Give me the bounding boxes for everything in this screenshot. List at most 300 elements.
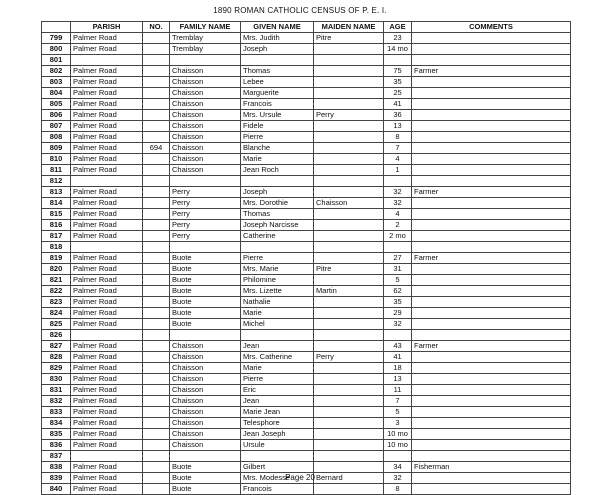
family-name-cell: Chaisson	[170, 132, 241, 143]
given-name-cell: Nathalie	[241, 297, 314, 308]
maiden-name-cell	[314, 319, 384, 330]
age-cell: 8	[384, 132, 412, 143]
given-name-cell: Pierre	[241, 253, 314, 264]
given-name-cell: Jean	[241, 396, 314, 407]
table-row	[42, 253, 571, 264]
census-table	[41, 21, 571, 495]
given-name-cell: Marie	[241, 308, 314, 319]
parish-cell: Palmer Road	[71, 88, 143, 99]
parish-cell: Palmer Road	[71, 143, 143, 154]
parish-cell: Palmer Road	[71, 231, 143, 242]
row-number: 827	[42, 341, 71, 352]
no-cell	[143, 374, 170, 385]
given-name-cell: Mrs. Marie	[241, 264, 314, 275]
maiden-name-cell	[314, 429, 384, 440]
maiden-name-cell: Pitre	[314, 33, 384, 44]
maiden-name-cell	[314, 440, 384, 451]
row-number: 822	[42, 286, 71, 297]
comments-cell	[412, 363, 571, 374]
comments-cell: Farmer	[412, 187, 571, 198]
comments-cell	[412, 418, 571, 429]
given-name-cell: Mrs. Judith	[241, 33, 314, 44]
row-number: 823	[42, 297, 71, 308]
maiden-name-cell	[314, 363, 384, 374]
parish-cell: Palmer Road	[71, 319, 143, 330]
comments-cell	[412, 77, 571, 88]
table-row	[42, 407, 571, 418]
age-cell: 13	[384, 374, 412, 385]
parish-cell: Palmer Road	[71, 187, 143, 198]
comments-cell	[412, 198, 571, 209]
family-name-cell: Buote	[170, 297, 241, 308]
comments-cell	[412, 132, 571, 143]
parish-cell: Palmer Road	[71, 308, 143, 319]
given-name-cell: Pierre	[241, 374, 314, 385]
age-cell: 41	[384, 352, 412, 363]
family-name-cell: Chaisson	[170, 374, 241, 385]
family-name-cell: Chaisson	[170, 165, 241, 176]
family-name-cell: Tremblay	[170, 33, 241, 44]
family-name-cell	[170, 55, 241, 66]
table-row	[42, 242, 571, 253]
age-cell: 29	[384, 308, 412, 319]
given-name-cell	[241, 330, 314, 341]
comments-cell	[412, 88, 571, 99]
no-cell	[143, 198, 170, 209]
maiden-name-cell	[314, 55, 384, 66]
given-name-cell: Eric	[241, 385, 314, 396]
row-number: 830	[42, 374, 71, 385]
table-row	[42, 363, 571, 374]
comments-cell	[412, 165, 571, 176]
given-name-cell: Mrs. Dorothie	[241, 198, 314, 209]
family-name-cell: Chaisson	[170, 363, 241, 374]
given-name-cell: Blanche	[241, 143, 314, 154]
table-row	[42, 352, 571, 363]
table-row	[42, 33, 571, 44]
table-row	[42, 154, 571, 165]
table-row	[42, 110, 571, 121]
age-cell: 3	[384, 418, 412, 429]
given-name-cell: Mrs. Modesse	[241, 473, 314, 484]
row-number: 816	[42, 220, 71, 231]
table-row	[42, 209, 571, 220]
age-cell: 2 mo	[384, 231, 412, 242]
table-row	[42, 396, 571, 407]
row-number: 836	[42, 440, 71, 451]
given-name-cell: Joseph Narcisse	[241, 220, 314, 231]
comments-cell	[412, 44, 571, 55]
no-cell	[143, 77, 170, 88]
no-cell	[143, 209, 170, 220]
parish-cell: Palmer Road	[71, 418, 143, 429]
table-row	[42, 198, 571, 209]
maiden-name-cell	[314, 275, 384, 286]
comments-cell	[412, 110, 571, 121]
age-cell: 35	[384, 297, 412, 308]
comments-cell	[412, 407, 571, 418]
table-row	[42, 319, 571, 330]
family-name-cell: Chaisson	[170, 385, 241, 396]
parish-cell: Palmer Road	[71, 385, 143, 396]
row-number: 811	[42, 165, 71, 176]
no-cell	[143, 55, 170, 66]
maiden-name-cell	[314, 341, 384, 352]
row-number: 839	[42, 473, 71, 484]
comments-cell	[412, 429, 571, 440]
table-row	[42, 187, 571, 198]
given-name-cell: Marie Jean	[241, 407, 314, 418]
no-cell	[143, 330, 170, 341]
given-name-cell: Fidele	[241, 121, 314, 132]
age-cell: 36	[384, 110, 412, 121]
parish-cell: Palmer Road	[71, 484, 143, 495]
comments-cell	[412, 33, 571, 44]
age-cell: 27	[384, 253, 412, 264]
comments-cell	[412, 297, 571, 308]
parish-cell: Palmer Road	[71, 352, 143, 363]
table-row	[42, 264, 571, 275]
row-number: 818	[42, 242, 71, 253]
age-cell: 4	[384, 154, 412, 165]
no-cell	[143, 154, 170, 165]
row-number: 837	[42, 451, 71, 462]
no-cell	[143, 341, 170, 352]
age-cell: 43	[384, 341, 412, 352]
parish-cell: Palmer Road	[71, 253, 143, 264]
row-number: 812	[42, 176, 71, 187]
family-name-cell: Tremblay	[170, 44, 241, 55]
age-cell: 2	[384, 220, 412, 231]
given-name-cell: Telesphore	[241, 418, 314, 429]
comments-cell	[412, 55, 571, 66]
family-name-cell: Chaisson	[170, 110, 241, 121]
parish-cell	[71, 330, 143, 341]
parish-cell: Palmer Road	[71, 99, 143, 110]
no-cell	[143, 396, 170, 407]
comments-cell	[412, 209, 571, 220]
maiden-name-cell	[314, 297, 384, 308]
age-cell: 35	[384, 77, 412, 88]
family-name-cell: Chaisson	[170, 121, 241, 132]
given-name-cell: Jean Joseph	[241, 429, 314, 440]
row-number: 835	[42, 429, 71, 440]
family-name-cell: Perry	[170, 209, 241, 220]
no-cell	[143, 264, 170, 275]
comments-cell	[412, 440, 571, 451]
row-number: 826	[42, 330, 71, 341]
age-cell	[384, 242, 412, 253]
table-row	[42, 429, 571, 440]
maiden-name-cell	[314, 176, 384, 187]
given-name-cell: Mrs. Catherine	[241, 352, 314, 363]
comments-cell	[412, 143, 571, 154]
family-name-cell: Perry	[170, 220, 241, 231]
row-number: 803	[42, 77, 71, 88]
parish-cell: Palmer Road	[71, 440, 143, 451]
age-cell: 8	[384, 484, 412, 495]
age-cell: 4	[384, 209, 412, 220]
maiden-name-cell	[314, 385, 384, 396]
age-cell: 32	[384, 198, 412, 209]
no-cell	[143, 253, 170, 264]
family-name-cell: Chaisson	[170, 99, 241, 110]
table-row	[42, 451, 571, 462]
comments-cell: Farmer	[412, 66, 571, 77]
table-row	[42, 99, 571, 110]
maiden-name-cell: Martin	[314, 286, 384, 297]
age-cell: 13	[384, 121, 412, 132]
maiden-name-cell	[314, 44, 384, 55]
maiden-name-cell	[314, 253, 384, 264]
col-header-given-name: GIVEN NAME	[241, 22, 314, 33]
row-number: 801	[42, 55, 71, 66]
table-row	[42, 66, 571, 77]
no-cell	[143, 231, 170, 242]
given-name-cell: Michel	[241, 319, 314, 330]
family-name-cell: Perry	[170, 231, 241, 242]
table-row	[42, 44, 571, 55]
comments-cell	[412, 176, 571, 187]
age-cell: 25	[384, 88, 412, 99]
no-cell	[143, 462, 170, 473]
no-cell	[143, 484, 170, 495]
row-number: 828	[42, 352, 71, 363]
given-name-cell: Gilbert	[241, 462, 314, 473]
col-header-parish: PARISH	[71, 22, 143, 33]
parish-cell: Palmer Road	[71, 198, 143, 209]
age-cell: 32	[384, 473, 412, 484]
comments-cell	[412, 264, 571, 275]
maiden-name-cell	[314, 330, 384, 341]
table-row	[42, 308, 571, 319]
family-name-cell: Chaisson	[170, 352, 241, 363]
table-row	[42, 176, 571, 187]
family-name-cell: Buote	[170, 319, 241, 330]
comments-cell	[412, 330, 571, 341]
comments-cell	[412, 231, 571, 242]
no-cell	[143, 99, 170, 110]
family-name-cell: Chaisson	[170, 154, 241, 165]
parish-cell: Palmer Road	[71, 407, 143, 418]
age-cell: 18	[384, 363, 412, 374]
given-name-cell: Francois	[241, 99, 314, 110]
comments-cell	[412, 220, 571, 231]
comments-cell	[412, 242, 571, 253]
row-number: 808	[42, 132, 71, 143]
family-name-cell	[170, 242, 241, 253]
no-cell	[143, 132, 170, 143]
family-name-cell: Chaisson	[170, 418, 241, 429]
given-name-cell: Jean Roch	[241, 165, 314, 176]
family-name-cell: Chaisson	[170, 341, 241, 352]
parish-cell: Palmer Road	[71, 462, 143, 473]
family-name-cell: Buote	[170, 308, 241, 319]
comments-cell	[412, 451, 571, 462]
parish-cell: Palmer Road	[71, 429, 143, 440]
family-name-cell: Buote	[170, 484, 241, 495]
row-number: 813	[42, 187, 71, 198]
no-cell	[143, 429, 170, 440]
given-name-cell: Mrs. Ursule	[241, 110, 314, 121]
family-name-cell: Perry	[170, 198, 241, 209]
col-header-maiden-name: MAIDEN NAME	[314, 22, 384, 33]
parish-cell: Palmer Road	[71, 264, 143, 275]
table-row	[42, 374, 571, 385]
comments-cell	[412, 99, 571, 110]
given-name-cell	[241, 55, 314, 66]
table-row	[42, 484, 571, 495]
table-row	[42, 275, 571, 286]
age-cell: 1	[384, 165, 412, 176]
col-header-age: AGE	[384, 22, 412, 33]
parish-cell	[71, 176, 143, 187]
maiden-name-cell	[314, 231, 384, 242]
given-name-cell: Joseph	[241, 187, 314, 198]
row-number: 824	[42, 308, 71, 319]
comments-cell	[412, 396, 571, 407]
maiden-name-cell	[314, 242, 384, 253]
table-row	[42, 440, 571, 451]
given-name-cell: Thomas	[241, 66, 314, 77]
parish-cell: Palmer Road	[71, 33, 143, 44]
no-cell	[143, 121, 170, 132]
age-cell	[384, 451, 412, 462]
comments-cell	[412, 352, 571, 363]
comments-cell	[412, 319, 571, 330]
maiden-name-cell	[314, 165, 384, 176]
row-number: 838	[42, 462, 71, 473]
parish-cell: Palmer Road	[71, 286, 143, 297]
table-row	[42, 286, 571, 297]
age-cell: 7	[384, 143, 412, 154]
given-name-cell: Mrs. Lizette	[241, 286, 314, 297]
maiden-name-cell	[314, 418, 384, 429]
no-cell	[143, 176, 170, 187]
age-cell: 23	[384, 33, 412, 44]
census-body	[42, 33, 571, 495]
row-number: 829	[42, 363, 71, 374]
family-name-cell: Chaisson	[170, 407, 241, 418]
row-number: 815	[42, 209, 71, 220]
no-cell	[143, 352, 170, 363]
row-number: 825	[42, 319, 71, 330]
comments-cell	[412, 154, 571, 165]
age-cell: 5	[384, 407, 412, 418]
maiden-name-cell	[314, 396, 384, 407]
no-cell	[143, 88, 170, 99]
maiden-name-cell	[314, 451, 384, 462]
table-row	[42, 462, 571, 473]
maiden-name-cell	[314, 143, 384, 154]
table-row	[42, 88, 571, 99]
age-cell: 7	[384, 396, 412, 407]
row-number: 802	[42, 66, 71, 77]
age-cell: 75	[384, 66, 412, 77]
col-header-family-name: FAMILY NAME	[170, 22, 241, 33]
parish-cell: Palmer Road	[71, 363, 143, 374]
no-cell	[143, 297, 170, 308]
given-name-cell: Philomine	[241, 275, 314, 286]
family-name-cell: Chaisson	[170, 429, 241, 440]
row-number: 800	[42, 44, 71, 55]
given-name-cell: Lebee	[241, 77, 314, 88]
parish-cell: Palmer Road	[71, 77, 143, 88]
table-row	[42, 297, 571, 308]
row-number: 819	[42, 253, 71, 264]
age-cell: 41	[384, 99, 412, 110]
given-name-cell: Joseph	[241, 44, 314, 55]
table-row	[42, 165, 571, 176]
given-name-cell: Jean	[241, 341, 314, 352]
col-header-no: NO.	[143, 22, 170, 33]
table-row	[42, 132, 571, 143]
given-name-cell: Catherine	[241, 231, 314, 242]
given-name-cell: Pierre	[241, 132, 314, 143]
row-number: 804	[42, 88, 71, 99]
table-row	[42, 121, 571, 132]
table-row	[42, 330, 571, 341]
maiden-name-cell	[314, 154, 384, 165]
given-name-cell: Marguerite	[241, 88, 314, 99]
family-name-cell: Buote	[170, 286, 241, 297]
age-cell: 32	[384, 319, 412, 330]
age-cell: 34	[384, 462, 412, 473]
family-name-cell	[170, 176, 241, 187]
maiden-name-cell	[314, 88, 384, 99]
parish-cell: Palmer Road	[71, 297, 143, 308]
no-cell	[143, 308, 170, 319]
comments-cell	[412, 484, 571, 495]
parish-cell: Palmer Road	[71, 44, 143, 55]
table-row	[42, 77, 571, 88]
age-cell: 32	[384, 187, 412, 198]
row-number: 805	[42, 99, 71, 110]
maiden-name-cell	[314, 220, 384, 231]
maiden-name-cell	[314, 374, 384, 385]
no-cell	[143, 363, 170, 374]
row-number: 809	[42, 143, 71, 154]
maiden-name-cell: Pitre	[314, 264, 384, 275]
family-name-cell: Chaisson	[170, 440, 241, 451]
parish-cell: Palmer Road	[71, 374, 143, 385]
no-cell	[143, 286, 170, 297]
row-number: 832	[42, 396, 71, 407]
parish-cell: Palmer Road	[71, 209, 143, 220]
table-row	[42, 143, 571, 154]
row-number: 817	[42, 231, 71, 242]
family-name-cell	[170, 451, 241, 462]
parish-cell: Palmer Road	[71, 66, 143, 77]
row-number: 831	[42, 385, 71, 396]
comments-cell	[412, 385, 571, 396]
row-number: 820	[42, 264, 71, 275]
no-cell	[143, 66, 170, 77]
parish-cell: Palmer Road	[71, 110, 143, 121]
no-cell	[143, 165, 170, 176]
family-name-cell: Buote	[170, 462, 241, 473]
given-name-cell: Francois	[241, 484, 314, 495]
maiden-name-cell	[314, 462, 384, 473]
no-cell	[143, 110, 170, 121]
comments-cell: Farmer	[412, 253, 571, 264]
row-number: 814	[42, 198, 71, 209]
row-number: 807	[42, 121, 71, 132]
table-row	[42, 341, 571, 352]
family-name-cell: Chaisson	[170, 77, 241, 88]
document-title: 1890 ROMAN CATHOLIC CENSUS OF P. E. I.	[213, 6, 387, 15]
parish-cell: Palmer Road	[71, 121, 143, 132]
